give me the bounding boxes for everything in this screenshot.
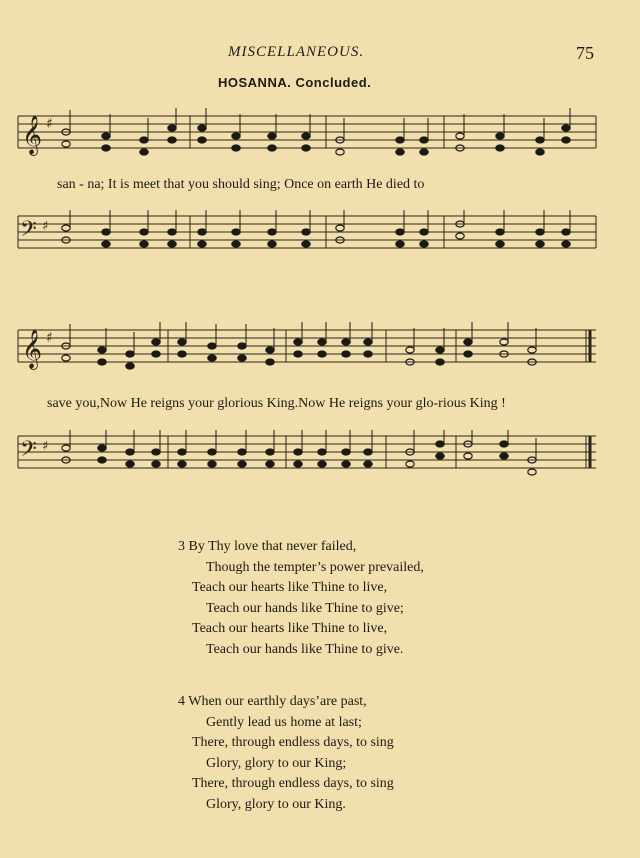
note-head (318, 351, 326, 357)
note-head (500, 339, 508, 345)
running-title: MISCELLANEOUS. (228, 44, 365, 60)
note-head (464, 351, 472, 357)
note-head (198, 125, 206, 131)
note-head (302, 145, 310, 151)
verse-line: Glory, glory to our King. (206, 796, 346, 812)
note-head (562, 137, 570, 143)
note-head (140, 149, 148, 155)
note-head (500, 453, 508, 459)
svg-text:𝄞: 𝄞 (22, 329, 43, 369)
note-head (364, 351, 372, 357)
note-head (152, 449, 160, 455)
note-head (464, 339, 472, 345)
note-head (232, 145, 240, 151)
note-head (536, 149, 544, 155)
song-title (218, 75, 371, 90)
note-head (168, 137, 176, 143)
note-head (536, 241, 544, 247)
note-head (140, 241, 148, 247)
note-head (342, 449, 350, 455)
note-head (294, 449, 302, 455)
music-system-1-bass (0, 210, 640, 260)
note-head (208, 449, 216, 455)
note-head (496, 229, 504, 235)
note-head (126, 461, 134, 467)
note-head (406, 461, 414, 467)
note-head (456, 133, 464, 139)
note-head (266, 359, 274, 365)
note-head (302, 241, 310, 247)
svg-text:♯: ♯ (42, 219, 49, 234)
song-title-main: HOSANNA. (218, 75, 292, 90)
verse-number: 3 (178, 539, 185, 554)
note-head (562, 241, 570, 247)
verse-line: Teach our hands like Thine to give; (206, 600, 404, 616)
note-head (98, 445, 106, 451)
note-head (62, 445, 70, 451)
note-head (266, 449, 274, 455)
note-head (140, 137, 148, 143)
note-head (140, 229, 148, 235)
note-head (342, 461, 350, 467)
note-head (456, 233, 464, 239)
note-head (98, 359, 106, 365)
note-head (406, 347, 414, 353)
page-header (0, 44, 640, 68)
note-head (126, 449, 134, 455)
note-head (364, 339, 372, 345)
note-head (102, 241, 110, 247)
verse-4 (178, 692, 394, 815)
svg-text:♯: ♯ (42, 439, 49, 454)
note-head (420, 229, 428, 235)
note-head (198, 137, 206, 143)
note-head (152, 461, 160, 467)
note-head (208, 343, 216, 349)
note-head (396, 241, 404, 247)
svg-text:♯: ♯ (46, 330, 53, 346)
note-head (318, 461, 326, 467)
note-head (268, 241, 276, 247)
note-head (266, 347, 274, 353)
note-head (62, 225, 70, 231)
verse-line: There, through endless days, to sing (192, 735, 394, 750)
verse-line: 4 When our earthly days’are past, (178, 694, 367, 709)
note-head (342, 339, 350, 345)
note-head (496, 145, 504, 151)
svg-text:𝄢: 𝄢 (20, 217, 37, 247)
lyrics-line-2: save you,Now He reigns your glorious King.Now He reigns your glo-rious King ! (47, 396, 506, 411)
note-head (436, 347, 444, 353)
note-head (536, 229, 544, 235)
music-system-1-treble (0, 108, 640, 168)
note-head (178, 461, 186, 467)
verse-line: 3 By Thy love that never failed, (178, 539, 357, 554)
note-head (294, 339, 302, 345)
note-head (62, 355, 70, 361)
note-head (238, 343, 246, 349)
note-head (208, 461, 216, 467)
note-head (268, 145, 276, 151)
note-head (178, 339, 186, 345)
note-head (268, 229, 276, 235)
svg-text:♯: ♯ (46, 116, 53, 132)
note-head (528, 347, 536, 353)
note-head (364, 461, 372, 467)
note-head (238, 355, 246, 361)
note-head (420, 149, 428, 155)
note-head (464, 453, 472, 459)
verse-line: Glory, glory to our King; (206, 755, 347, 771)
song-title-sub: Concluded. (295, 75, 372, 90)
note-head (294, 351, 302, 357)
note-head (562, 125, 570, 131)
note-head (396, 137, 404, 143)
note-head (562, 229, 570, 235)
note-head (102, 133, 110, 139)
lyrics-line-1: san - na; It is meet that you should sing; Once on earth He died to (57, 177, 425, 192)
note-head (232, 241, 240, 247)
note-head (152, 339, 160, 345)
note-head (420, 241, 428, 247)
note-head (232, 133, 240, 139)
verse-line: Gently lead us home at last; (206, 714, 362, 730)
note-head (238, 449, 246, 455)
note-head (126, 351, 134, 357)
note-head (336, 225, 344, 231)
music-system-2-bass (0, 430, 640, 480)
note-head (168, 241, 176, 247)
note-head (536, 137, 544, 143)
note-head (102, 229, 110, 235)
note-head (436, 441, 444, 447)
note-head (168, 125, 176, 131)
note-head (178, 449, 186, 455)
note-head (198, 229, 206, 235)
note-head (98, 347, 106, 353)
verse-line: Though the tempter’s power prevailed, (206, 559, 424, 575)
note-head (294, 461, 302, 467)
note-head (266, 461, 274, 467)
page-number: 75 (576, 43, 594, 63)
note-head (318, 339, 326, 345)
note-head (420, 137, 428, 143)
note-head (496, 133, 504, 139)
verse-line: Teach our hearts like Thine to live, (192, 580, 388, 595)
note-head (302, 133, 310, 139)
note-head (318, 449, 326, 455)
note-head (168, 229, 176, 235)
svg-text:𝄞: 𝄞 (22, 115, 43, 155)
note-head (528, 469, 536, 475)
verse-3 (178, 537, 424, 660)
music-system-2-treble (0, 322, 640, 382)
note-head (364, 449, 372, 455)
note-head (302, 229, 310, 235)
note-head (62, 141, 70, 147)
note-head (396, 149, 404, 155)
note-head (268, 133, 276, 139)
note-head (496, 241, 504, 247)
verse-line: There, through endless days, to sing (192, 776, 394, 791)
note-head (238, 461, 246, 467)
note-head (152, 351, 160, 357)
note-head (500, 441, 508, 447)
note-head (178, 351, 186, 357)
note-head (126, 363, 134, 369)
note-head (342, 351, 350, 357)
verse-number: 4 (178, 694, 185, 709)
svg-text:𝄢: 𝄢 (20, 437, 37, 467)
note-head (396, 229, 404, 235)
note-head (436, 453, 444, 459)
verse-line: Teach our hands like Thine to give. (206, 641, 404, 657)
note-head (336, 149, 344, 155)
note-head (436, 359, 444, 365)
note-head (198, 241, 206, 247)
note-head (232, 229, 240, 235)
note-head (102, 145, 110, 151)
note-head (98, 457, 106, 463)
note-head (208, 355, 216, 361)
verse-line: Teach our hearts like Thine to live, (192, 621, 388, 636)
